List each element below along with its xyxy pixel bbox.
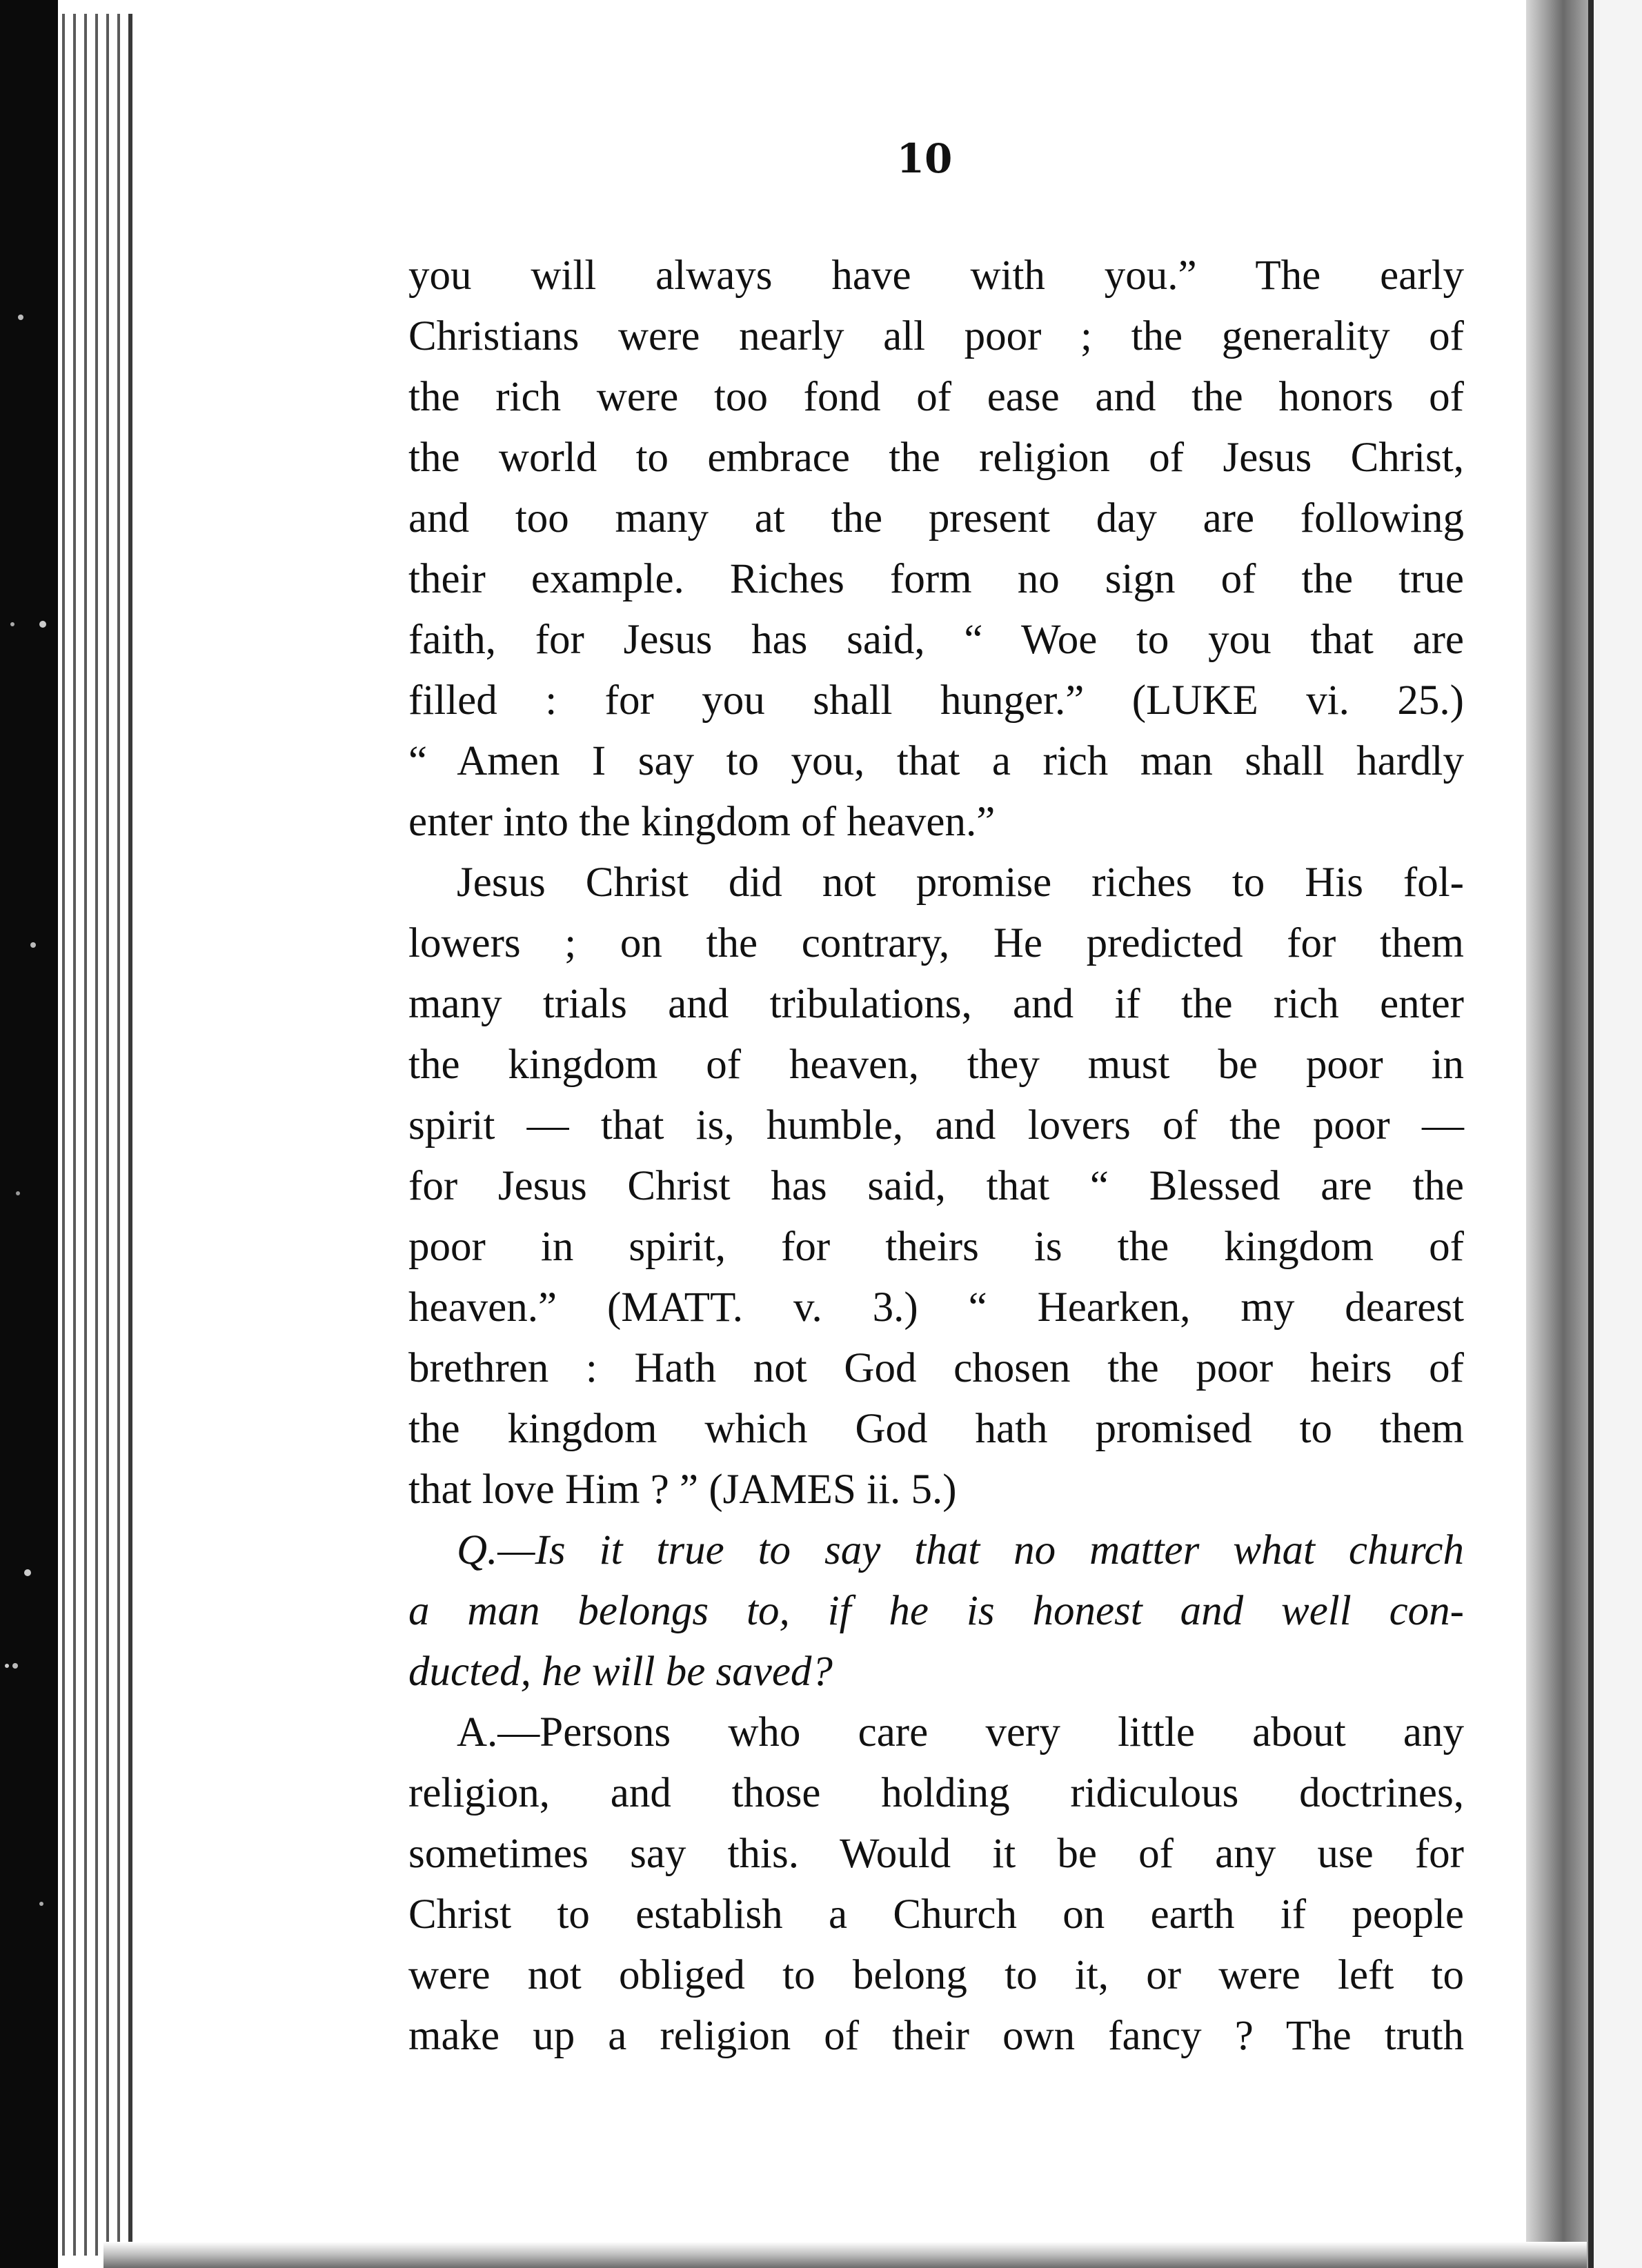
text-line: that love Him ? ” (JAMES ii. 5.) bbox=[408, 1466, 957, 1513]
page-bottom-edge bbox=[103, 2242, 1587, 2268]
page-edge-line bbox=[106, 14, 109, 2256]
text-line: enter into the kingdom of heaven.” bbox=[408, 799, 996, 845]
text-line: spirit — that is, humble, and lovers of the poor — bbox=[408, 1102, 1464, 1148]
page-edge-line bbox=[84, 14, 87, 2256]
text-line: brethren : Hath not God chosen the poor heirs of bbox=[408, 1345, 1464, 1391]
text-line: the world to embrace the religion of Jesus Christ, bbox=[408, 435, 1464, 481]
page-edge-line bbox=[117, 14, 120, 2256]
text-line: for Jesus Christ has said, that “ Blessed are the bbox=[408, 1163, 1464, 1209]
question-line: a man belongs to, if he is honest and well con- bbox=[408, 1588, 1464, 1634]
page-edge-line bbox=[62, 14, 65, 2256]
binding-gutter bbox=[1526, 0, 1588, 2268]
text-line: Christians were nearly all poor ; the generality of bbox=[408, 313, 1464, 359]
text-line: Jesus Christ did not promise riches to His fol- bbox=[457, 859, 1464, 906]
page-edges bbox=[58, 0, 148, 2268]
page-edge-line bbox=[128, 14, 132, 2256]
answer-line: make up a religion of their own fancy ? The truth bbox=[408, 2013, 1464, 2059]
text-line: faith, for Jesus has said, “ Woe to you that are bbox=[408, 617, 1464, 663]
text-line: heaven.” (MATT. v. 3.) “ Hearken, my dearest bbox=[408, 1284, 1464, 1331]
answer-line: were not obliged to belong to it, or were left to bbox=[408, 1952, 1464, 1998]
text-line: their example. Riches form no sign of the true bbox=[408, 556, 1464, 602]
text-line: lowers ; on the contrary, He predicted for them bbox=[408, 920, 1464, 966]
question-line: ducted, he will be saved? bbox=[408, 1649, 833, 1695]
text-line: the kingdom which God hath promised to them bbox=[408, 1406, 1464, 1452]
text-line: filled : for you shall hunger.” (LUKE vi. 25.) bbox=[408, 677, 1464, 724]
page-number: 10 bbox=[896, 135, 953, 182]
text-line: “ Amen I say to you, that a rich man shall hardly bbox=[408, 738, 1464, 784]
text-line: and too many at the present day are following bbox=[408, 495, 1464, 541]
text-line: the rich were too fond of ease and the honors of bbox=[408, 374, 1464, 420]
text-line: many trials and tribulations, and if the rich enter bbox=[408, 981, 1464, 1027]
body-text bbox=[408, 246, 1464, 2067]
binding-shadow-line bbox=[1588, 0, 1594, 2268]
adjacent-page-edge bbox=[1594, 0, 1642, 2268]
question-line: Q.—Is it true to say that no matter what church bbox=[457, 1527, 1464, 1573]
text-line: poor in spirit, for theirs is the kingdom of bbox=[408, 1224, 1464, 1270]
text-line: the kingdom of heaven, they must be poor in bbox=[408, 1042, 1464, 1088]
page-edge-line bbox=[95, 14, 98, 2256]
text-line: you will always have with you.” The early bbox=[408, 252, 1464, 299]
answer-line: religion, and those holding ridiculous doctrines, bbox=[408, 1770, 1464, 1816]
answer-line: A.—Persons who care very little about any bbox=[457, 1709, 1464, 1755]
answer-line: Christ to establish a Church on earth if people bbox=[408, 1891, 1464, 1938]
answer-line: sometimes say this. Would it be of any use for bbox=[408, 1831, 1464, 1877]
page-edge-line bbox=[73, 14, 76, 2256]
scanner-specks bbox=[0, 0, 58, 2268]
